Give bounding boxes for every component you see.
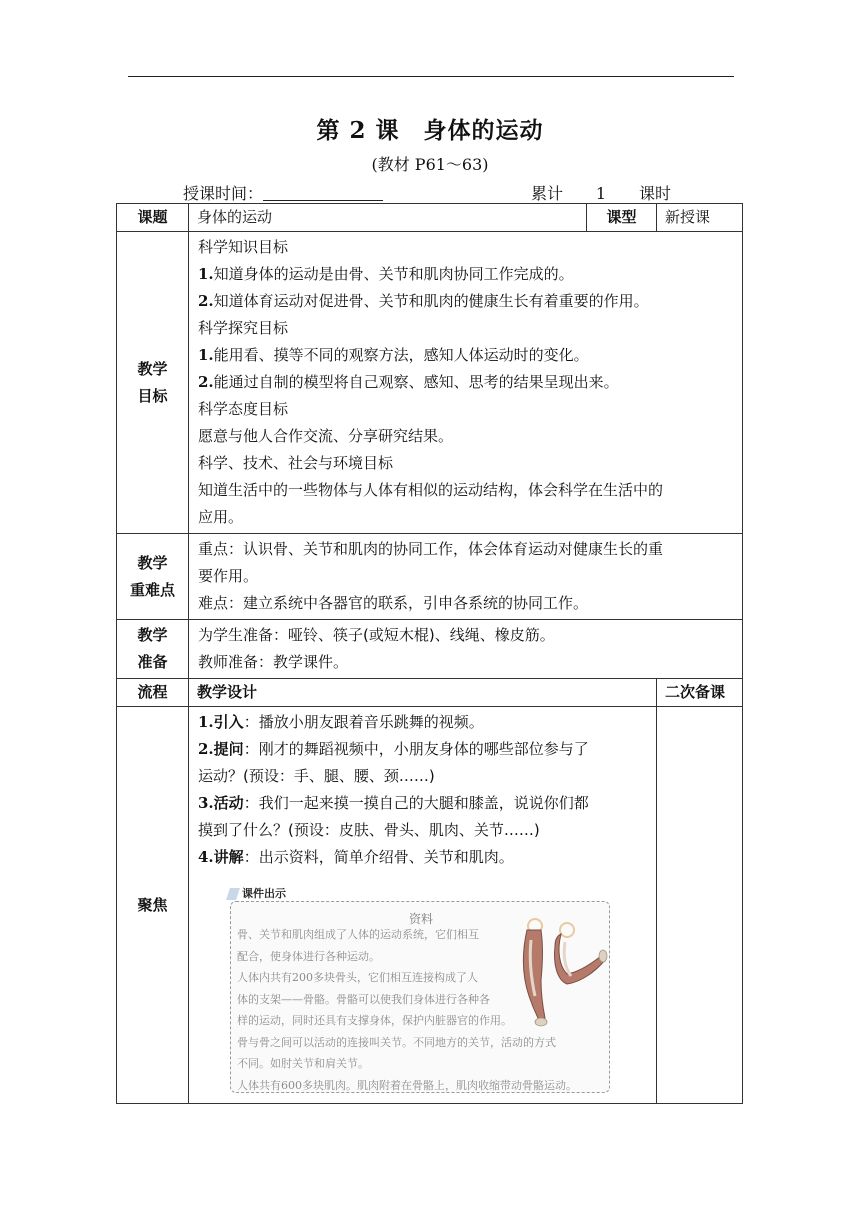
step-line: 摸到了什么？(预设：皮肤、骨头、肌肉、关节……) [198,821,540,839]
focus-label: 聚焦 [117,707,189,1104]
courseware-title: 资料 [408,912,433,926]
preparation-row [117,620,743,679]
courseware-box [230,901,610,1093]
focus-content [189,707,657,1104]
goal-line: 2.知道体育运动对促进骨、关节和肌肉的健康生长有着重要的作用。 [198,292,649,310]
focus-row [117,707,743,1104]
total-periods [531,181,671,204]
class-time-label: 授课时间： [183,184,264,203]
class-time [183,181,383,204]
topic-label: 课题 [117,204,189,232]
key-points-label: 教学 重难点 [117,534,189,620]
preparation-content: 为学生准备：哑铃、筷子(或短木棍)、线绳、橡皮筋。 教师准备：教学课件。 [189,620,743,679]
goals-content [189,232,743,534]
step-line: 2.提问：刚才的舞蹈视频中，小朋友身体的哪些部位参与了 [198,740,589,758]
goals-label: 教学 目标 [117,232,189,534]
goal-line: 科学探究目标 [198,319,289,337]
goal-line: 1.知道身体的运动是由骨、关节和肌肉协同工作完成的。 [198,265,574,283]
step-line: 运动？(预设：手、腿、腰、颈……) [198,767,435,785]
goal-line: 知道生活中的一些物体与人体有相似的运动结构，体会科学在生活中的 [198,481,664,499]
total-value: 1 [563,184,639,204]
goal-line: 科学、技术、社会与环境目标 [198,454,394,472]
key-points-content: 重点：认识骨、关节和肌肉的协同工作，体会体育运动对健康生长的重 要作用。 难点：建立系统中各器官的联系，引申各系统的协同工作。 [189,534,743,620]
second-prep-header: 二次备课 [657,679,743,707]
courseware-figure [226,885,610,1093]
step-line: 4.讲解：出示资料，简单介绍骨、关节和肌肉。 [198,848,514,866]
type-label: 课型 [587,204,657,232]
goal-line: 1.能用看、摸等不同的观察方法，感知人体运动时的变化。 [198,346,589,364]
goal-line: 科学知识目标 [198,238,289,256]
topic-value: 身体的运动 [189,204,587,232]
total-suffix: 课时 [639,184,672,203]
step-line: 1.引入：播放小朋友跟着音乐跳舞的视频。 [198,713,484,731]
second-prep-cell [657,707,743,1104]
goal-line: 2.能通过自制的模型将自己观察、感知、思考的结果呈现出来。 [198,373,619,391]
goal-line: 应用。 [198,508,244,526]
design-header: 教学设计 [189,679,657,707]
preparation-label: 教学 准备 [117,620,189,679]
class-time-blank [263,185,383,201]
total-prefix: 累计 [531,184,564,203]
header-rule [128,76,734,77]
key-points-row [117,534,743,620]
type-value: 新授课 [657,204,743,232]
design-header-row [117,679,743,707]
flow-header: 流程 [117,679,189,707]
goals-row [117,232,743,534]
lesson-title: 第 2 课 身体的运动 [316,117,544,144]
goal-line: 科学态度目标 [198,400,289,418]
courseware-tab: 课件出示 [226,885,316,903]
step-line: 3.活动：我们一起来摸一摸自己的大腿和膝盖，说说你们都 [198,794,589,812]
textbook-pages: (教材 P61～63) [371,155,489,174]
goal-line: 愿意与他人合作交流、分享研究结果。 [198,427,454,445]
courseware-text: 骨、关节和肌肉组成了人体的运动系统，它们相互 配合，使身体进行各种运动。 人体内共有200多块骨头，它们相互连接构成了人 体的支架——骨骼。骨骼可以使我们身体进行各种各 样的运动，同时还具有支撑身体，保护内脏器官的作用。 骨与骨之间可以活动的连接叫关节。不同地方的关节，活动的方式 不同。如肘关节和肩关节。 人体共有600多块肌肉。肌肉附着在骨骼上，肌肉收缩带动骨骼运动。 [237,928,577,1092]
lesson-plan-table [116,203,743,1104]
topic-row [117,204,743,232]
arm-muscle-illustration [517,916,609,1028]
